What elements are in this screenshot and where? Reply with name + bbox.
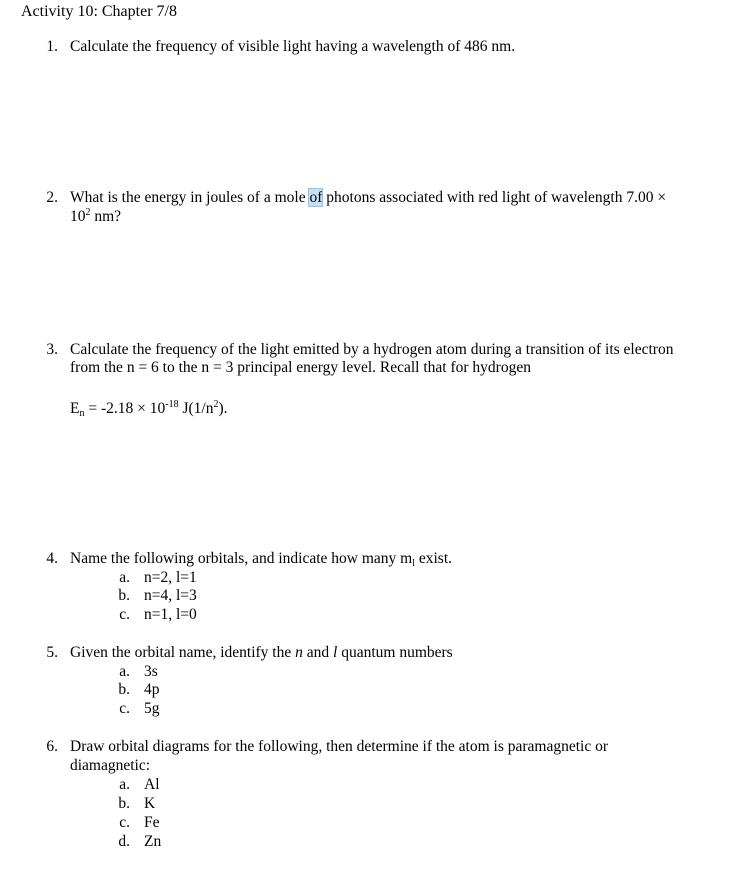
- question-number: 3.: [46, 341, 58, 358]
- sub-item-letter: c.: [119, 814, 130, 831]
- question-text-part: nm?: [90, 208, 122, 225]
- equation-exponent: -18: [165, 399, 179, 410]
- equation-symbol: E: [70, 400, 80, 417]
- sub-item-text: Zn: [144, 833, 162, 850]
- sub-item-text: 5g: [144, 700, 160, 717]
- page-title: Activity 10: Chapter 7/8: [21, 3, 177, 20]
- question-number: 5.: [46, 644, 58, 661]
- equation-part: = -2.18 × 10: [84, 400, 166, 417]
- question-text-part: exist.: [415, 550, 453, 567]
- equation-subscript: n: [79, 408, 85, 419]
- question-text-continued: from the n = 6 to the n = 3 principal energy level. Recall that for hydrogen: [70, 359, 531, 376]
- sub-item-letter: a.: [119, 663, 130, 680]
- question-text-part: photons associated with red light of wavelength 7.00 ×: [322, 189, 667, 206]
- exponent: 2: [85, 207, 91, 218]
- question-text-part: quantum numbers: [337, 644, 453, 661]
- subscript: l: [412, 558, 415, 569]
- sub-item-letter: c.: [119, 700, 130, 717]
- sub-item-letter: c.: [119, 606, 130, 623]
- question-text-part: Given the orbital name, identify the: [70, 644, 296, 661]
- question-text: [70, 189, 666, 207]
- sub-item-text: n=4, l=3: [144, 587, 197, 604]
- italic-symbol: n: [295, 644, 303, 661]
- base-number: 10: [70, 208, 86, 225]
- sub-item-text: Al: [144, 776, 160, 793]
- question-text: [70, 550, 452, 568]
- question-text-part: Name the following orbitals, and indicate how many m: [70, 550, 413, 567]
- equation-part: J(1/n: [178, 400, 214, 417]
- sub-item-letter: b.: [118, 587, 130, 604]
- italic-symbol: l: [333, 644, 338, 661]
- question-number: 6.: [46, 738, 58, 755]
- sub-item-text: Fe: [144, 814, 160, 831]
- question-text: Draw orbital diagrams for the following, then determine if the atom is paramagnetic or: [70, 738, 609, 755]
- sub-item-letter: b.: [118, 795, 130, 812]
- equation-part: ).: [218, 400, 228, 417]
- question-text: Calculate the frequency of the light emitted by a hydrogen atom during a transition of its electron: [70, 341, 674, 358]
- sub-item-letter: a.: [119, 776, 130, 793]
- question-text-part: What is the energy in joules of a mole: [70, 189, 310, 206]
- question-number: 4.: [46, 550, 58, 567]
- sub-item-letter: a.: [119, 569, 130, 586]
- selected-text-highlight[interactable]: of: [309, 189, 323, 206]
- sub-item-text: K: [144, 795, 156, 812]
- question-text: [70, 644, 453, 662]
- question-number: 2.: [46, 189, 58, 206]
- sub-item-text: n=1, l=0: [144, 606, 197, 623]
- equation-exponent: 2: [213, 399, 219, 410]
- sub-item-text: 3s: [144, 663, 158, 680]
- energy-equation: [70, 400, 228, 418]
- question-text: Calculate the frequency of visible light having a wavelength of 486 nm.: [70, 38, 516, 55]
- question-text-continued: [70, 208, 121, 226]
- question-text-continued: diamagnetic:: [70, 757, 151, 774]
- question-number: 1.: [46, 38, 58, 55]
- sub-item-letter: d.: [118, 833, 130, 850]
- sub-item-text: n=2, l=1: [144, 569, 197, 586]
- sub-item-letter: b.: [118, 681, 130, 698]
- question-text-part: and: [302, 644, 334, 661]
- sub-item-text: 4p: [144, 681, 160, 698]
